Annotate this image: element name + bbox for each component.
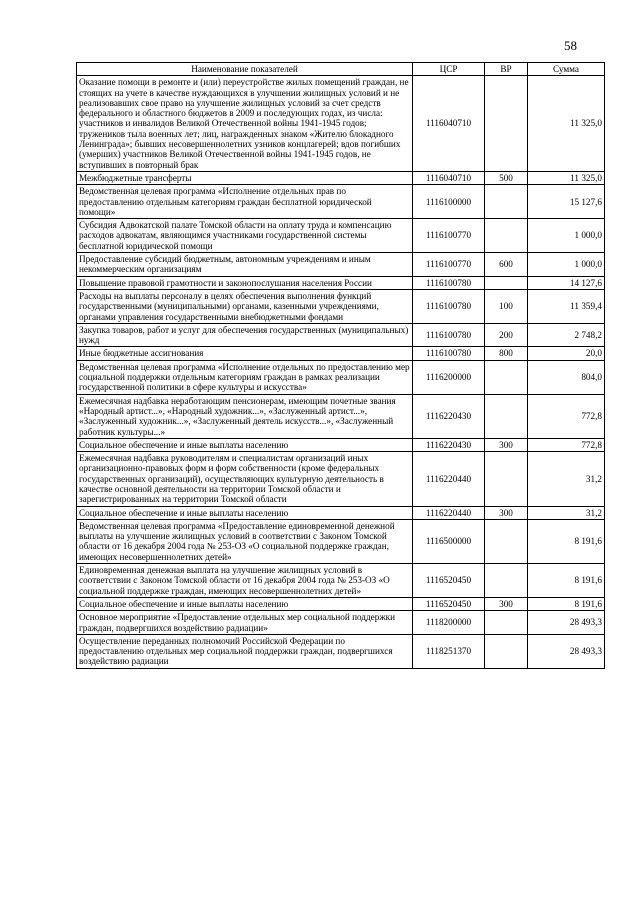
- table-row: [77, 185, 605, 219]
- cell-name: Ведомственная целевая программа «Предоставление единовременной денежной выплаты на улучшение жилищных условий в соответствии с Законом Томской области от 16 декабря 2004 года № 253-ОЗ «О социальной поддержке граждан, имеющих несовершеннолетних детей»: [77, 519, 413, 563]
- cell-name: Иные бюджетные ассигнования: [77, 347, 413, 360]
- cell-csr: 1116040710: [413, 76, 485, 172]
- cell-csr: 1116220440: [413, 506, 485, 519]
- cell-name: Социальное обеспечение и иные выплаты населению: [77, 597, 413, 610]
- table-row: [77, 360, 605, 394]
- cell-vr: [485, 611, 528, 635]
- cell-name: Социальное обеспечение и иные выплаты населению: [77, 506, 413, 519]
- cell-vr: [485, 394, 528, 438]
- table-row: [77, 171, 605, 184]
- cell-sum: 31,2: [528, 506, 605, 519]
- cell-vr: [485, 76, 528, 172]
- page-number: 58: [564, 38, 577, 53]
- budget-table: [76, 62, 605, 669]
- cell-name: Ежемесячная надбавка неработающим пенсионерам, имеющим почетные звания «Народный артист...», «Народный художник...», «Заслуженный артист...», «Заслуженный художник...», «Заслуженный деятель искусств...», «Заслуженный работник культуры...»: [77, 394, 413, 438]
- table-header-row: [77, 63, 605, 76]
- cell-vr: 300: [485, 438, 528, 451]
- cell-vr: 800: [485, 347, 528, 360]
- cell-sum: 28 493,3: [528, 611, 605, 635]
- cell-csr: 1116200000: [413, 360, 485, 394]
- header-csr: ЦСР: [413, 63, 485, 76]
- table-row: [77, 347, 605, 360]
- cell-csr: 1118200000: [413, 611, 485, 635]
- cell-name: Расходы на выплаты персоналу в целях обеспечения выполнения функций государственными (муниципальными) органами, казенными учреждениями, органами управления государственными внебюджетными фондами: [77, 289, 413, 323]
- cell-name: Социальное обеспечение и иные выплаты населению: [77, 438, 413, 451]
- cell-name: Ведомственная целевая программа «Исполнение отдельных прав по предоставлению отдельным категориям граждан бесплатной юридической помощи»: [77, 185, 413, 219]
- header-sum: Сумма: [528, 63, 605, 76]
- cell-vr: 300: [485, 506, 528, 519]
- cell-csr: 1118251370: [413, 634, 485, 668]
- cell-csr: 1116100780: [413, 289, 485, 323]
- cell-name: Ежемесячная надбавка руководителям и специалистам организаций иных организационно-правовых форм и форм собственности (кроме федеральных государственных организаций), осуществляющих культурную деятельность в качестве основной деятельности на территории Томской области и зарегистрированных на территории Томской области: [77, 452, 413, 506]
- cell-csr: 1116100780: [413, 347, 485, 360]
- table-row: [77, 289, 605, 323]
- cell-vr: [485, 360, 528, 394]
- table-row: [77, 506, 605, 519]
- cell-csr: 1116220430: [413, 394, 485, 438]
- cell-csr: 1116220430: [413, 438, 485, 451]
- table-row: [77, 452, 605, 506]
- cell-name: Оказание помощи в ремонте и (или) переустройстве жилых помещений граждан, не стоящих на учете в качестве нуждающихся в улучшении жилищных условий и не реализовавших свое право на улучшение жилищных условий за счет средств федерального и областного бюджетов в 2009 и последующих годах, из числа: участников и инвалидов Великой Отечественной войны 1941-1945 годов; тружеников тыла военных лет; лиц, награжденных знаком «Жителю блокадного Ленинграда»; бывших несовершеннолетних узников концлагерей; вдов погибших (умерших) участников Великой Отечественной войны 1941-1945 годов, не вступивших в повторный брак: [77, 76, 413, 172]
- cell-vr: [485, 519, 528, 563]
- cell-name: Основное мероприятие «Предоставление отдельных мер социальной поддержки граждан, подвергшихся воздействию радиации»: [77, 611, 413, 635]
- cell-name: Субсидия Адвокатской палате Томской области на оплату труда и компенсацию расходов адвокатам, являющимся участниками государственной системы бесплатной юридической помощи: [77, 219, 413, 253]
- table-row: [77, 323, 605, 347]
- cell-name: Осуществление переданных полномочий Российской Федерации по предоставлению отдельных мер социальной поддержки граждан, подвергшихся воздействию радиации: [77, 634, 413, 668]
- table-row: [77, 611, 605, 635]
- cell-sum: 8 191,6: [528, 597, 605, 610]
- cell-sum: 28 493,3: [528, 634, 605, 668]
- cell-sum: 11 359,4: [528, 289, 605, 323]
- cell-name: Закупка товаров, работ и услуг для обеспечения государственных (муниципальных) нужд: [77, 323, 413, 347]
- cell-csr: 1116220440: [413, 452, 485, 506]
- cell-csr: 1116500000: [413, 519, 485, 563]
- cell-sum: 2 748,2: [528, 323, 605, 347]
- cell-sum: 11 325,0: [528, 76, 605, 172]
- table-row: [77, 519, 605, 563]
- cell-sum: 804,0: [528, 360, 605, 394]
- cell-vr: 300: [485, 597, 528, 610]
- cell-sum: 11 325,0: [528, 171, 605, 184]
- cell-csr: 1116100770: [413, 219, 485, 253]
- cell-name: Предоставление субсидий бюджетным, автономным учреждениям и иным некоммерческим организациям: [77, 253, 413, 277]
- cell-sum: 772,8: [528, 394, 605, 438]
- cell-name: Ведомственная целевая программа «Исполнение отдельных по предоставлению мер социальной поддержки отдельным категориям граждан в рамках реализации государственной политики в сфере культуры и искусства»: [77, 360, 413, 394]
- header-name: Наименование показателей: [77, 63, 413, 76]
- cell-vr: [485, 564, 528, 598]
- cell-sum: 31,2: [528, 452, 605, 506]
- header-vr: ВР: [485, 63, 528, 76]
- cell-sum: 8 191,6: [528, 564, 605, 598]
- cell-vr: [485, 185, 528, 219]
- table-row: [77, 597, 605, 610]
- cell-sum: 14 127,6: [528, 276, 605, 289]
- cell-vr: [485, 219, 528, 253]
- cell-vr: 600: [485, 253, 528, 277]
- table-row: [77, 634, 605, 668]
- cell-vr: 500: [485, 171, 528, 184]
- cell-sum: 1 000,0: [528, 253, 605, 277]
- cell-csr: 1116520450: [413, 597, 485, 610]
- cell-csr: 1116040710: [413, 171, 485, 184]
- cell-name: Единовременная денежная выплата на улучшение жилищных условий в соответствии с Законом Томской области от 16 декабря 2004 года № 253-ОЗ «О социальной поддержке граждан, имеющих несовершеннолетних детей»: [77, 564, 413, 598]
- cell-sum: 772,8: [528, 438, 605, 451]
- cell-vr: [485, 452, 528, 506]
- table-row: [77, 564, 605, 598]
- table-row: [77, 76, 605, 172]
- cell-sum: 20,0: [528, 347, 605, 360]
- cell-vr: [485, 634, 528, 668]
- cell-vr: [485, 276, 528, 289]
- table-body: [77, 76, 605, 668]
- cell-sum: 8 191,6: [528, 519, 605, 563]
- table-row: [77, 219, 605, 253]
- cell-csr: 1116520450: [413, 564, 485, 598]
- cell-sum: 1 000,0: [528, 219, 605, 253]
- table-row: [77, 253, 605, 277]
- cell-name: Межбюджетные трансферты: [77, 171, 413, 184]
- cell-name: Повышение правовой грамотности и законопослушания населения России: [77, 276, 413, 289]
- cell-csr: 1116100780: [413, 323, 485, 347]
- cell-csr: 1116100000: [413, 185, 485, 219]
- table-row: [77, 438, 605, 451]
- table-row: [77, 394, 605, 438]
- cell-sum: 15 127,6: [528, 185, 605, 219]
- cell-csr: 1116100770: [413, 253, 485, 277]
- cell-vr: 100: [485, 289, 528, 323]
- table-row: [77, 276, 605, 289]
- cell-csr: 1116100780: [413, 276, 485, 289]
- cell-vr: 200: [485, 323, 528, 347]
